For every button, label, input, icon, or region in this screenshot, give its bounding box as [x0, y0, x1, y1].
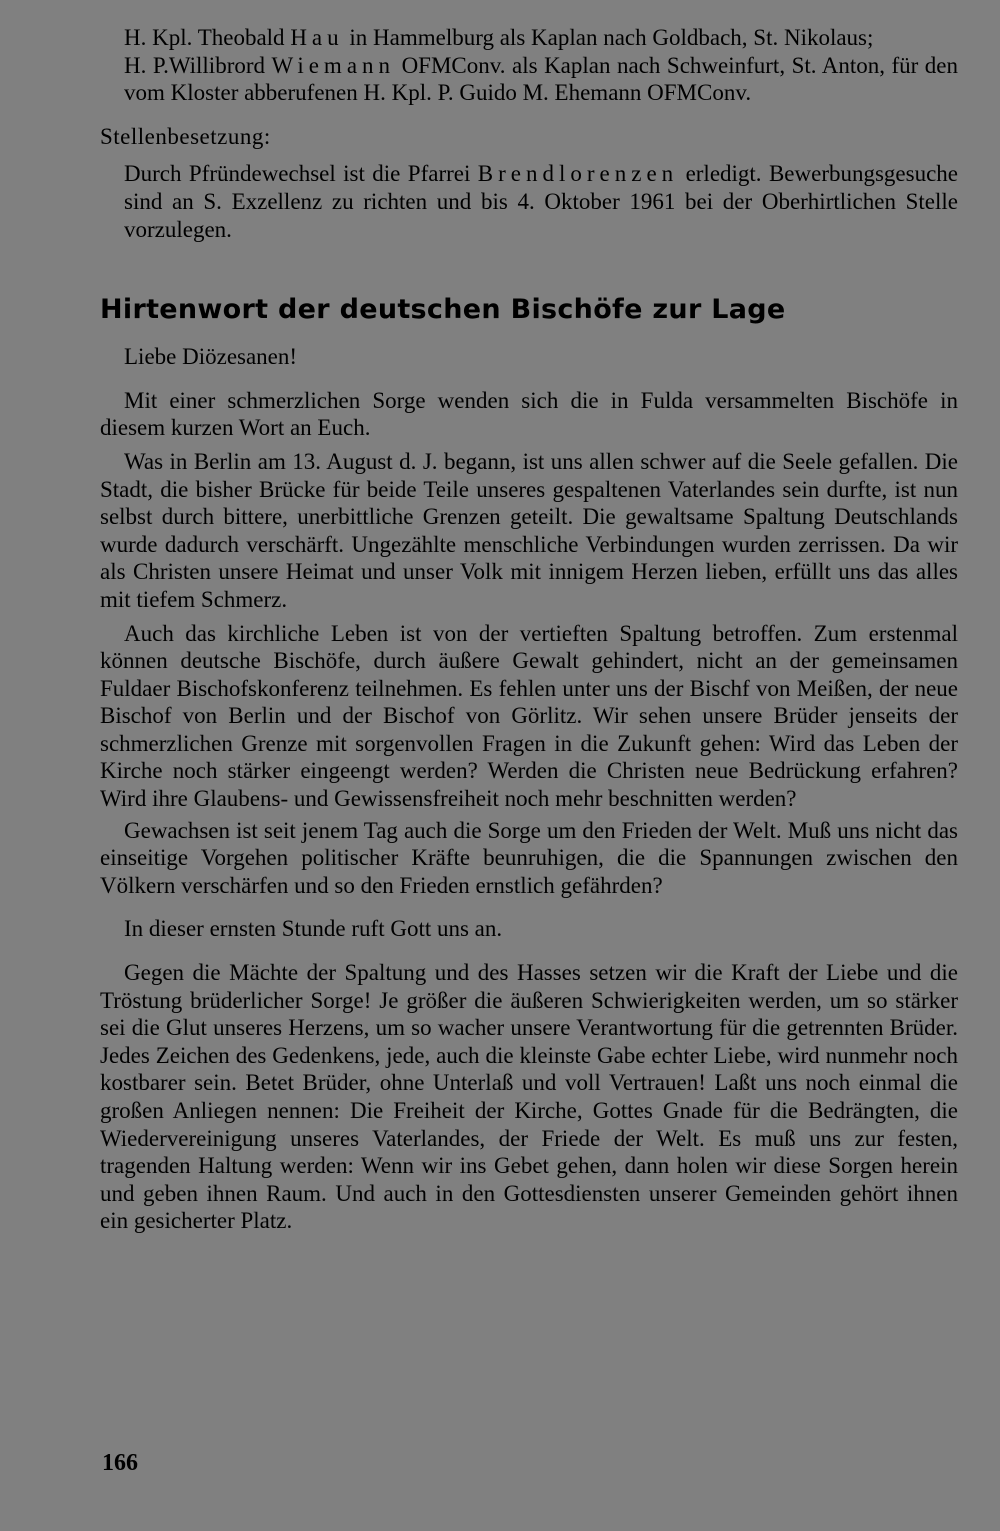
vacancy-label: Stellenbesetzung: [100, 123, 271, 149]
appointment-1-name: Hau [290, 25, 344, 50]
appointment-2-suffix: OFMConv. als Kaplan nach Schweinfurt, St. Anton, für den vom Kloster abberufenen H. Kpl. P. Guido M. Ehemann OFMConv. [124, 52, 959, 106]
letter-paragraph-1: Mit einer schmerzlichen Sorge wenden sich die in Fulda versammelten Bischöfe in diesem kurzen Wort an Euch. [100, 387, 958, 441]
letter-paragraph-4: Gewachsen ist seit jenem Tag auch die Sorge um den Frieden der Welt. Muß uns nicht das einseitige Vorgehen politischer Kräfte beunruhigen, die die Spannungen zwischen den Völkern verschärfen und so den Frieden ernstlich gefährden? [100, 817, 958, 898]
letter-paragraph-6: Gegen die Mächte der Spaltung und des Hasses setzen wir die Kraft der Liebe und die Tröstung brüderlicher Sorge! Je größer die äußeren Schwierigkeiten werden, um so stärker sei die Glut unseres Herzens, um so wacher unsere Verantwortung für die getrennten Brüder. Jedes Zeichen des Gedenkens, jede, auch die kleinste Gabe echter Liebe, wird nunmehr noch kostbarer sein. Betet Brüder, ohne Unterlaß und voll Vertrauen! Laßt uns noch einmal die großen Anliegen nennen: Die Freiheit der Kirche, Gottes Gnade für die Bedrängten, die Wiedervereinigung unseres Vaterlandes, der Friede der Welt. Es muß uns zur festen, tragenden Haltung werden: Wenn wir ins Gebet gehen, dann holen wir diese Sorgen herein und geben ihnen Raum. Und auch in den Gottesdiensten unserer Gemeinden gehört ihnen ein gesicherter Platz. [100, 960, 958, 1234]
letter-paragraph-2: Was in Berlin am 13. August d. J. begann, ist uns allen schwer auf die Seele gefallen. Die Stadt, die bisher Brücke für beide Teile unseres gespaltenen Vaterlandes sein durfte, ist nun selbst durch bittere, unerbittliche Grenzen geteilt. Die gewaltsame Spaltung Deutschlands wurde dadurch verschärft. Ungezählte menschliche Verbindungen wurden zerrissen. Da wir als Christen unsere Heimat und unser Volk mit innigem Herzen lieben, erfüllt uns das alles mit tiefem Schmerz. [100, 448, 958, 612]
appointment-entry-2 [100, 52, 958, 107]
pastoral-letter-heading: Hirtenwort der deutschen Bischöfe zur Lage [100, 294, 786, 326]
vacancy-notice [100, 160, 958, 243]
vacancy-text-before: Durch Pfründewechsel ist die Pfarrei [124, 161, 471, 187]
document-page [100, 24, 958, 1235]
vacancy-parish-name: Brendlorenzen [477, 161, 679, 187]
appointment-1-suffix: in Hammelburg als Kaplan nach Goldbach, St. Nikolaus; [349, 25, 874, 50]
page-number: 166 [102, 1450, 138, 1476]
letter-paragraph-3: Auch das kirchliche Leben ist von der vertieften Spaltung betroffen. Zum erstenmal können deutsche Bischöfe, durch äußere Gewalt gehindert, nicht an der gemeinsamen Fuldaer Bischofskonferenz teilnehmen. Es fehlen unter uns der Bischf von Meißen, der neue Bischof von Berlin und der Bischof von Görlitz. Wir sehen unsere Brüder jenseits der schmerzlichen Grenze mit sorgenvollen Fragen in die Zukunft gehen: Wird das Leben der Kirche noch stärker eingeengt werden? Werden die Christen neue Bedrückung erfahren? Wird ihre Glaubens- und Gewissensfreiheit noch mehr beschnitten werden? [100, 620, 958, 812]
pastoral-letter-salutation: Liebe Diözesanen! [124, 344, 298, 370]
appointment-1-prefix: H. Kpl. Theobald [124, 25, 285, 50]
appointment-entry-1 [100, 24, 958, 52]
letter-paragraph-5: In dieser ernsten Stunde ruft Gott uns an. [124, 916, 503, 942]
appointment-2-name: Wiemann [271, 52, 396, 78]
appointment-2-prefix: H. P.Willibrord [124, 52, 266, 78]
vacancy-text-after: erledigt. Bewerbungsgesuche sind an S. Exzellenz zu richten und bis 4. Oktober 1961 bei der Oberhirtlichen Stelle vorzulegen. [124, 161, 959, 242]
